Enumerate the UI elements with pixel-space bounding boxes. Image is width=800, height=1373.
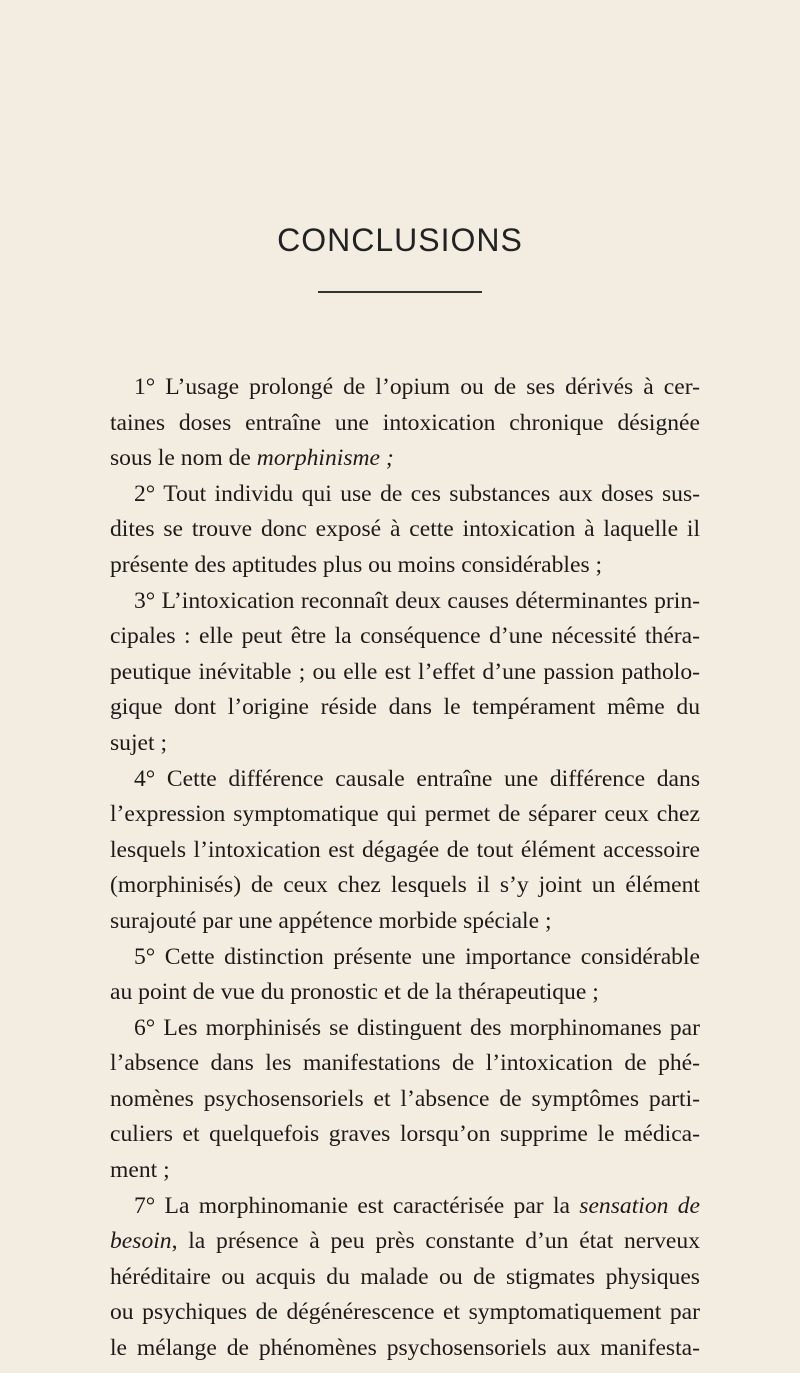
- text-line: héréditaire ou acquis du malade ou de stigmates physiques: [110, 1263, 700, 1290]
- text-line: gique dont l’origine réside dans le tempérament même du: [110, 694, 700, 721]
- text-line: culiers et quelquefois graves lorsqu’on supprime le médica-: [110, 1121, 700, 1148]
- italic-term: besoin: [110, 1228, 172, 1255]
- text-line: l’expression symptomatique qui permet de séparer ceux chez: [110, 801, 700, 828]
- text-line: [110, 441, 700, 477]
- conclusions-body: [110, 370, 700, 1367]
- text-line: (morphinisés) de ceux chez lesquels il s’y joint un élément: [110, 872, 700, 899]
- text-line: nomènes psychosensoriels et l’absence de symptômes parti-: [110, 1085, 700, 1112]
- text-segment: 7° La morphinomanie est caractérisée par la: [134, 1192, 580, 1219]
- text-line: surajouté par une appétence morbide spéciale ;: [110, 907, 552, 934]
- text-line: 6° Les morphinisés se distinguent des morphinomanes par: [134, 1014, 700, 1041]
- text-line: ment ;: [110, 1157, 170, 1184]
- text-segment: , la présence à peu près constante d’un état nerveux: [171, 1228, 700, 1255]
- page-title: CONCLUSIONS: [277, 222, 523, 258]
- text-line: 4° Cette différence causale entraîne une différence dans: [134, 765, 700, 792]
- text-line: 5° Cette distinction présente une importance considérable: [134, 943, 700, 970]
- text-line: au point de vue du pronostic et de la thérapeutique ;: [110, 979, 599, 1006]
- text-line: ou psychiques de dégénérescence et symptomatiquement par: [110, 1299, 700, 1326]
- text-line: 1° L’usage prolongé de l’opium ou de ses dérivés à cer-: [134, 374, 700, 400]
- text-line: 2° Tout individu qui use de ces substances aux doses sus-: [134, 480, 700, 507]
- italic-term: morphinisme ;: [256, 445, 394, 472]
- text-line: 3° L’intoxication reconnaît deux causes déterminantes prin-: [134, 587, 700, 614]
- text-line: taines doses entraîne une intoxication chronique désignée: [110, 409, 700, 436]
- text-segment: sous le nom de: [110, 445, 257, 472]
- text-line: présente des aptitudes plus ou moins considérables ;: [110, 551, 603, 578]
- text-line: dites se trouve donc exposé à cette intoxication à laquelle il: [110, 516, 700, 543]
- title-divider: [318, 291, 482, 293]
- text-line: [110, 1189, 700, 1225]
- text-line: l’absence dans les manifestations de l’intoxication de phé-: [110, 1050, 700, 1077]
- text-line: peutique inévitable ; ou elle est l’effet d’une passion patholo-: [110, 658, 700, 685]
- text-line: [110, 1224, 700, 1260]
- text-line: lesquels l’intoxication est dégagée de tout élément accessoire: [110, 836, 700, 863]
- text-line: cipales : elle peut être la conséquence d’une nécessité théra-: [110, 623, 700, 650]
- text-line: sujet ;: [110, 729, 168, 756]
- italic-term: sensation de: [579, 1192, 700, 1219]
- text-line: le mélange de phénomènes psychosensoriels aux manifesta-: [110, 1335, 700, 1362]
